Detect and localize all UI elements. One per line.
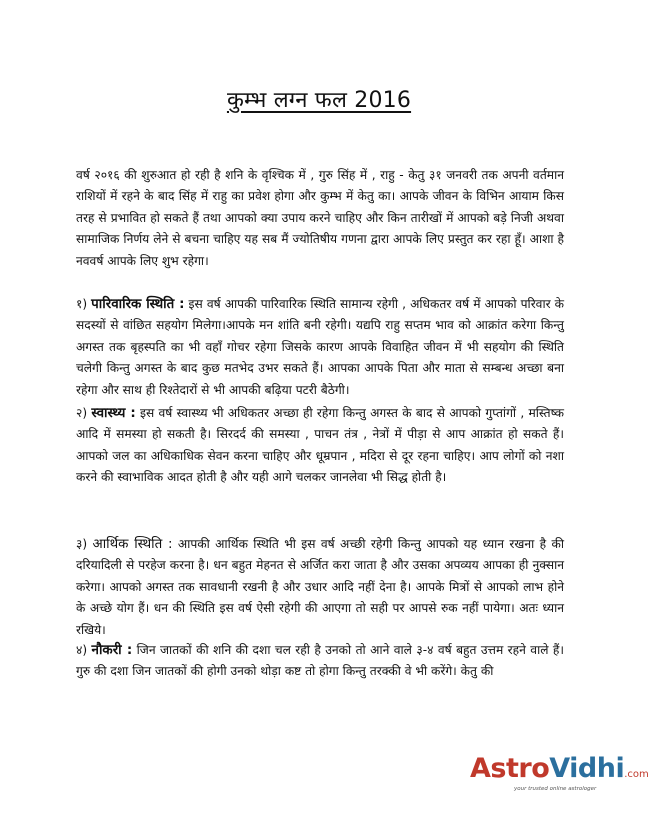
- section-health-body: इस वर्ष स्वास्थ्य भी अधिकतर अच्छा ही रहेगा किन्तु अगस्त के बाद से आपको गुप्तांगों , मस्तिष्क आदि में समस्या हो सकती है। सिरदर्द की समस्या , पाचन तंत्र , नेत्रों में पीड़ा से आप आक्रांत हो सकते हैं।आपको जल का अधिकाधिक सेवन करना चाहिए और धूम्रपान , मदिरा से दूर रहना चाहिए। आप लोगों को नशा करने की स्वाभाविक आदत होती है और यही आगे चलकर जानलेवा भी सिद्ध होती है।: [76, 406, 565, 485]
- intro-paragraph: वर्ष २०१६ की शुरुआत हो रही है शनि के वृश्चिक में , गुरु सिंह में , राहु - केतु ३१ जनवरी तक अपनी वर्तमान राशियों में रहने के बाद सिंह में राहु का प्रवेश होगा और कुम्भ में केतु का। आपके जीवन के विभिन आयाम किस तरह से प्रभावित हो सकते हैं तथा आपको क्या उपाय करने चाहिए और किन तारीखों में आपको बड़े निजी अथवा सामाजिक निर्णय लेने से बचना चाहिए यह सब मैं ज्योतिषीय गणना द्वारा आपके लिए प्रस्तुत कर रहा हूँ। आशा है नववर्ष आपके लिए शुभ रहेगा।: [76, 168, 564, 268]
- section-family-number: १): [76, 297, 88, 311]
- section-job-paragraph: [76, 640, 564, 683]
- logo-part-astro: Astro: [470, 753, 550, 784]
- section-health-number: २): [76, 406, 88, 420]
- section-finance-heading: आर्थिक स्थिति :: [92, 537, 173, 552]
- section-family-heading: पारिवारिक स्थिति :: [91, 297, 185, 312]
- section-job-heading: नौकरी :: [91, 643, 133, 658]
- section-job-number: ४): [76, 643, 88, 657]
- section-finance-paragraph: [76, 534, 564, 641]
- page-title: कुम्भ लग्न फल 2016: [226, 88, 412, 113]
- section-job-body: जिन जातकों की शनि की दशा चल रही है उनको तो आने वाले ३-४ वर्ष बहुत उत्तम रहने वाले हैं। गुरु की दशा जिन जातकों की होगी उनको थोड़ा कष्ट तो होगा किन्तु तरक्की वे भी करेंगे। केतु की: [76, 643, 565, 679]
- section-family-paragraph: [76, 294, 564, 401]
- logo-tagline: your trusted online astrologer: [514, 786, 597, 792]
- logo-suffix: .com: [624, 769, 649, 780]
- section-finance-number: ३): [76, 537, 88, 551]
- astrovidhi-logo: [470, 752, 649, 802]
- section-finance-body: आपकी आर्थिक स्थिति भी इस वर्ष अच्छी रहेगी किन्तु आपको यह ध्यान रखना है की दरियादिली से परहेज करना है। धन बहुत मेहनत से अर्जित करा जाता है और उसका अपव्यय आपका ही नुक्सान करेगा। आपको अगस्त तक सावधानी रखनी है और उधार आदि नहीं देना है। आपके मित्रों से आपको लाभ होने के अच्छे योग हैं। धन की स्थिति इस वर्ष ऐसी रहेगी की आएगा तो सही पर आपसे रुक नहीं पायेगा। अतः ध्यान रखिये।: [76, 537, 565, 637]
- section-health-heading: स्वास्थ्य :: [91, 406, 136, 421]
- section-health-paragraph: [76, 403, 564, 489]
- section-family-body: इस वर्ष आपकी पारिवारिक स्थिति सामान्य रहेगी , अधिकतर वर्ष में आपको परिवार के सदस्यों से वांछित सहयोग मिलेगा।आपके मन शांति बनी रहेगी। यद्यपि राहु सप्तम भाव को आक्रांत करेगा किन्तु अगस्त तक बृहस्पति का भी वहाँ गोचर रहेगा जिसके कारण आपके विवाहित जीवन में भी सहयोग की स्थिति चलेगी किन्तु अगस्त के बाद कुछ मतभेद उभर सकते हैं। आपका आपके पिता और माता से सम्बन्ध अच्छा बना रहेगा और साथ ही रिश्तेदारों से भी आपकी बढ़िया पटरी बैठेगी।: [76, 297, 565, 397]
- logo-part-vidhi: Vidhi: [549, 753, 625, 784]
